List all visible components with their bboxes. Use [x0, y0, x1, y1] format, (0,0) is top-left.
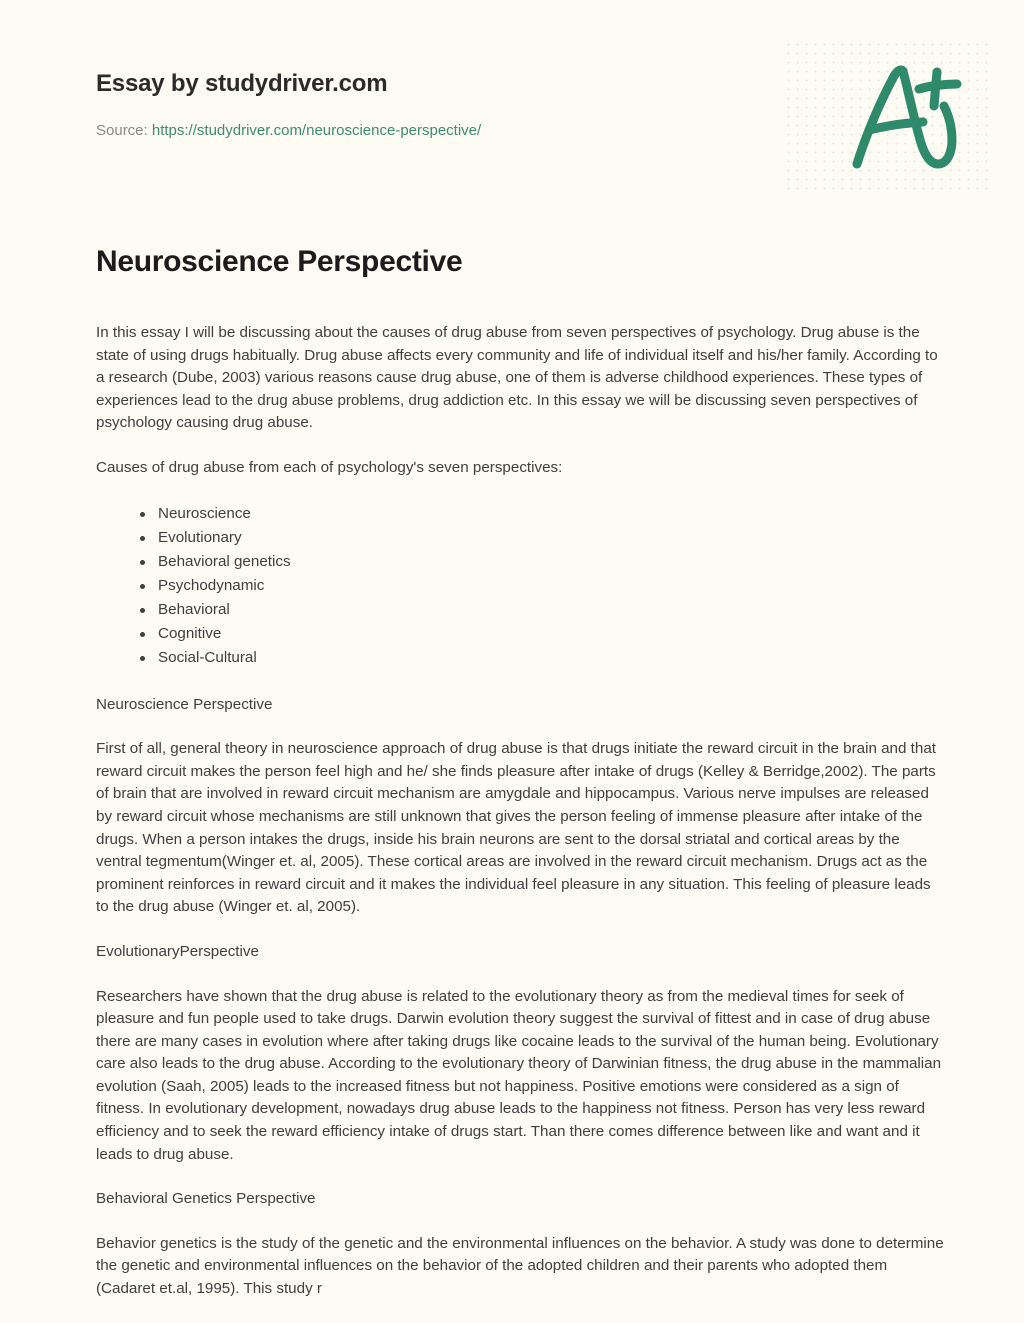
article-body	[96, 244, 946, 1323]
list-item: Evolutionary	[140, 526, 946, 550]
list-item: Cognitive	[140, 622, 946, 646]
list-item: Social-Cultural	[140, 646, 946, 670]
section-heading-behavioral-genetics: Behavioral Genetics Perspective	[96, 1190, 316, 1208]
intro-paragraph: In this essay I will be discussing about the causes of drug abuse from seven perspectives of psychology. Drug abuse is the state of using drugs habitually. Drug abuse affects every community and life of individual itself and his/her family. According to a research (Dube, 2003) various reasons cause drug abuse, one of them is adverse childhood experiences. These types of experiences lead to the drug abuse problems, drug addiction etc. In this essay we will be discussing seven perspectives of psychology causing drug abuse.	[96, 324, 938, 432]
section-heading-evolutionary: EvolutionaryPerspective	[96, 942, 259, 960]
section-body-neuroscience: First of all, general theory in neuroscience approach of drug abuse is that drugs initiate the reward circuit in the brain and that reward circuit makes the person feel high and he/ she finds pleasure after intake of drugs (Kelley & Berridge,2002). The parts of brain that are involved in reward circuit mechanism are amygdale and hippocampus. Various nerve impulses are released by reward circuit whose mechanisms are still unknown that gives the person feeling of immense pleasure after intake of the drugs. When a person intakes the drugs, inside his brain neurons are sent to the dorsal striatal and cortical areas by the ventral tegmentum(Winger et. al, 2005). These cortical areas are involved in the reward circuit mechanism. Drugs act as the prominent reinforces in reward circuit and it makes the individual feel pleasure in any situation. This feeling of pleasure leads to the drug abuse (Winger et. al, 2005).	[96, 740, 937, 916]
source-label: Source:	[96, 122, 148, 139]
source-url-link[interactable]: https://studydriver.com/neuroscience-perspective/	[151, 122, 482, 139]
list-lead-in: Causes of drug abuse from each of psychology's seven perspectives:	[96, 458, 563, 476]
section-body-evolutionary: Researchers have shown that the drug abuse is related to the evolutionary theory as from the medieval times for seek of pleasure and fun people used to take drugs. Darwin evolution theory suggest the survival of fittest and in case of drug abuse there are many cases in evolution where after taking drugs like cocaine leads to the survival of the human being. Evolutionary care also leads to the drug abuse. According to the evolutionary theory of Darwinian fitness, the drug abuse in the mammalian evolution (Saah, 2005) leads to the increased fitness but not happiness. Positive emotions were considered as a sign of fitness. In evolutionary development, nowadays drug abuse leads to the happiness not fitness. Person has very less reward efficiency and to seek the reward efficiency intake of drugs start. Than there comes difference between like and want and it leads to drug abuse.	[96, 987, 942, 1163]
a-plus-logo-svg	[839, 52, 969, 177]
section-heading-neuroscience: Neuroscience Perspective	[96, 695, 273, 713]
document-header	[0, 0, 1024, 200]
list-item: Psychodynamic	[140, 574, 946, 598]
perspective-list	[96, 502, 946, 670]
page-title: Neuroscience Perspective	[96, 245, 463, 278]
brand-title: Essay by studydriver.com	[96, 70, 388, 97]
list-item: Behavioral	[140, 598, 946, 622]
list-item: Neuroscience	[140, 502, 946, 526]
a-plus-logo-icon	[839, 52, 969, 177]
list-item: Behavioral genetics	[140, 550, 946, 574]
section-body-behavioral-genetics: Behavior genetics is the study of the genetic and the environmental influences on the behavior. A study was done to determine the genetic and environmental influences on the behavior of the adopted children and their parents who adopted them (Cadaret et.al, 1995). This study r	[96, 1234, 944, 1298]
source-line	[96, 122, 481, 139]
